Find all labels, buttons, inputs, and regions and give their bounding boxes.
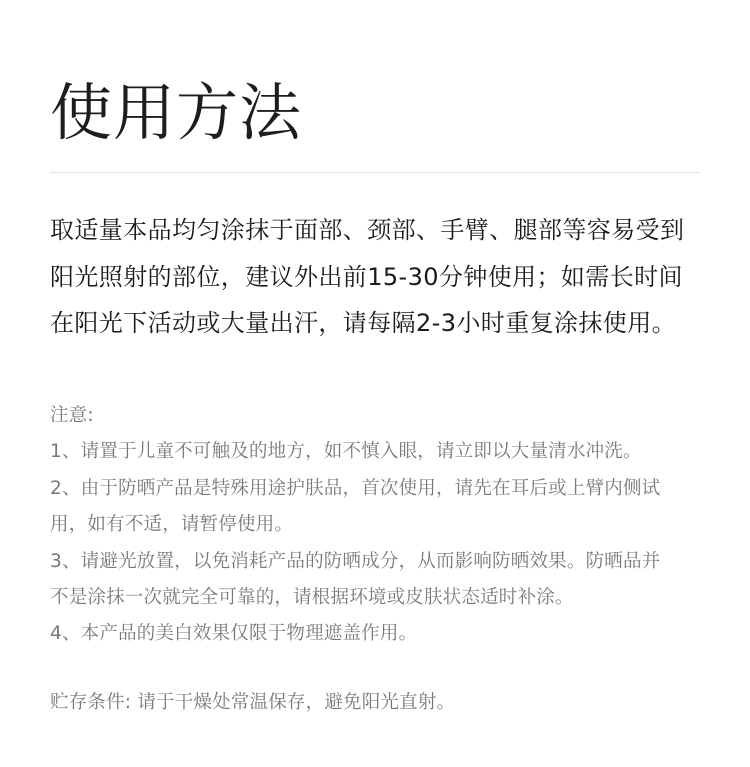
notes-section: [50, 398, 710, 653]
note-line: 3、请避光放置，以免消耗产品的防晒成分，从而影响防晒效果。防晒品并: [50, 550, 661, 572]
usage-paragraph: [50, 207, 710, 347]
note-line: 不是涂抹一次就完全可靠的，请根据环境或皮肤状态适时补涂。: [50, 587, 574, 609]
page-title: 使用方法: [50, 76, 303, 149]
notes-heading: 注意:: [50, 405, 94, 426]
usage-line: 阳光照射的部位，建议外出前15-30分钟使用；如需长时间: [50, 262, 683, 291]
note-line: 4、本产品的美白效果仅限于物理遮盖作用。: [50, 623, 418, 645]
note-line: 2、由于防晒产品是特殊用途护肤品，首次使用，请先在耳后或上臂内侧试: [50, 477, 661, 499]
usage-line: 取适量本品均匀涂抹于面部、颈部、手臂、腿部等容易受到: [50, 216, 685, 244]
usage-line: 在阳光下活动或大量出汗，请每隔2-3小时重复涂抹使用。: [50, 309, 676, 337]
storage-conditions: 贮存条件: 请于干燥处常温保存，避免阳光直射。: [50, 692, 456, 713]
title-divider: [50, 172, 700, 173]
note-line: 1、请置于儿童不可触及的地方，如不慎入眼，请立即以大量清水冲洗。: [50, 441, 642, 463]
note-line: 用，如有不适，请暂停使用。: [50, 514, 294, 536]
